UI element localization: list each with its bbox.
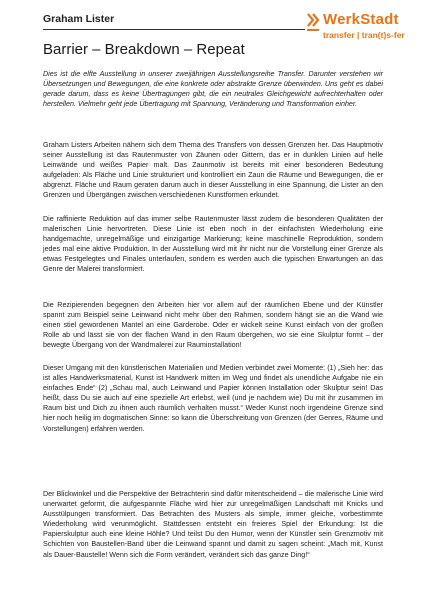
logo-tagline: transfer | tran(t)s-fer xyxy=(323,30,405,40)
author-name: Graham Lister xyxy=(43,13,115,25)
body-paragraph-4: Dieser Umgang mit den künstlerischen Materialien und Medien verbindet zwei Momente: (1) „Sieh her: das ist alles Handwerksmaterial, Kunst ist Handwerk mitten im Weg und findet als unendliche Aufgabe nie ein einfaches Ende“ (2) „Schau mal, auch Leinwand und Papier können Installation oder Skulptur sein! Das heißt, dass Du sie auch auf eine spezielle Art erlebst, weil (und je nachdem wie) Du mit ihr zusammen im Raum bist und Dich zu ihnen auch räumlich verhalten musst.“ Weder Kunst noch irgendeine Grenze sind hier noch heilig im dogmatischen Sinne: so kann die Überschreitung von Grenzen (der Genres, Räume und Vorstellungen) erfahren werden. xyxy=(43,364,383,433)
body-paragraph-1: Graham Listers Arbeiten nähern sich dem Thema des Transfers von dessen Grenzen her. Das Hauptmotiv seiner Ausstellung ist das Rautenmuster von Zäunen oder Gittern, das er in dunklen Linien auf helle Leinwände und weißes Papier malt. Das Zaunmotiv ist bereits mit einer besonderen Bedeutung aufgeladen: Als Fläche und Linie strukturiert und kontrolliert ein Zaun die Räume und Bewegungen, die er abgrenzt. Fläche und Raum geraten darum auch in dieser Ausstellung in eine Spannung, die Lister an den Grenzen und Übergängen zwischen verschiedenen Kunstformen erkundet. xyxy=(43,141,383,200)
body-paragraph-3: Die Rezipierenden begegnen den Arbeiten hier vor allem auf der räumlichen Ebene und der Künstler spannt zum Beispiel seine Leinwand nicht mehr über den Rahmen, sondern hängt sie an die Wand wie einen stiel gewordenen Mantel an eine Garderobe. Oder er wickelt seine Kunst einfach von der großen Rolle ab und lässt sie von der flachen Wand in den Raum übergehen, wo sie eine Skulptur formt – der bewegte Übergang von der Wandmalerei zur Rauminstallation! xyxy=(43,301,383,350)
intro-paragraph: Dies ist die elfte Ausstellung in unserer zweijährigen Ausstellungsreihe Transfer. Darunter verstehen wir Übersetzungen und Bewegungen, die eine konkrete oder abstrakte Grenze überwinden. Uns geht es dabei gerade darum, dass es keine Übertragungen gibt, die ein neutrales Gleichgewicht aufrechterhalten oder herstellen. Vielmehr geht jede Übertragung mit Spannung, Veränderung und Transformation einher. xyxy=(43,70,383,109)
body-paragraph-2: Die raffinierte Reduktion auf das immer selbe Rautenmuster lässt zudem die besonderen Qualitäten der malerischen Linie hervortreten. Diese Linie ist eben noch in der einfachsten Wiederholung eine handgemachte, unregelmäßige und einzigartige Markierung; keine maschinelle Reproduktion, sondern jedes mal eine aktive Produktion. In der Ausstellung wird mit ihr nicht nur die Vorstellung einer Grenze als etwas Festgelegtes und Finales unterlaufen, sondern es werden auch die typischen Erwartungen an das Genre der Malerei transformiert. xyxy=(43,215,383,274)
logo-wordmark: WerkStadt xyxy=(323,11,399,28)
page-title: Barrier – Breakdown – Repeat xyxy=(43,41,245,58)
body-paragraph-5: Der Blickwinkel und die Perspektive der Betrachterin sind dafür mitentscheidend – die malerische Linie wird unerwartet geformt, die aufgespannte Fläche wird hier zur unregelmäßigen Landschaft mit Knicks und Ausstülpungen transformiert. Das Betrachten des Musters als simple, immer gleiche, vorbestimmte Wiederholung wird verunmöglicht. Stattdessen entsteht ein freieres Spiel der Erkundung: Ist die Papierskulptur auch eine kleine Höhle? Und teilst Du den Humor, wenn der Künstler sein Grenzmotiv mit Schichten von Baustellen-Band über die Leinwand spannt und damit zu sagen scheint: „Mach mit, Kunst als Dauer-Baustelle! Wenn sich die Form verändert, verändert sich das ganze Ding!“ xyxy=(43,490,383,559)
header-rule xyxy=(43,29,305,30)
werkstadt-logo-icon xyxy=(305,12,321,34)
werkstadt-logo xyxy=(305,11,415,45)
